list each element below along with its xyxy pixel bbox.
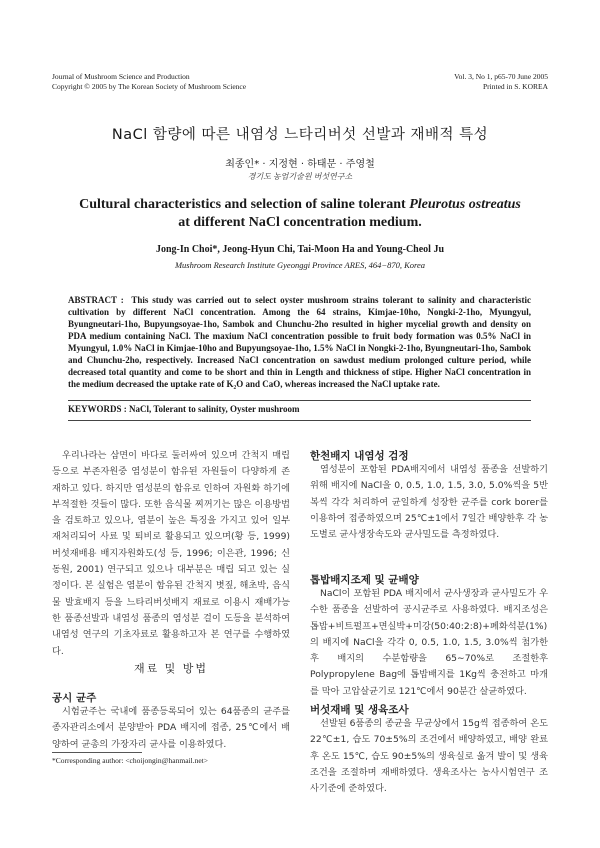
- korean-title: NaCl 함량에 따른 내염성 느타리버섯 선발과 재배적 특성: [111, 127, 489, 143]
- english-authors: Jong-In Choi*, Jeong-Hyun Chi, Tai-Moon Ha and Young-Cheol Ju: [155, 244, 445, 255]
- strain-paragraph: 시험균주는 국내에 품종등록되어 있는 64품종의 균주를 종자관리소에서 분양받아 PDA 배지에 접종, 25℃에서 배양하여 균총의 가장자리 균사를 이용하였다.: [52, 706, 290, 750]
- sawdust-section: [310, 586, 548, 700]
- keywords-label: KEYWORDS :: [68, 404, 127, 414]
- abstract-text: This study was carried out to select oyster mushroom strains tolerant to salinity and characteristic cultivation by different NaCl concentration. Among the 64 strains, Kimjae-10ho, Nongki-2-1ho, Myungyul, Byungneutari-1ho, Bupyungsoyae-1ho, Sambok and Chunchu-2ho resulted in higher mycelial growth and density on PDA medium containing NaCl. The maxium NaCl concentration possible to fruit body formation was 0.5% NaCl in Myungyul, 1.0% NaCl in Kimjae-10ho and Bupyungsoyae-1ho, 1.5% NaCl in Nongki-2-1ho, Byungneutari-1ho, Sambok and Chunchu-2ho, respectively. Increased NaCl concentration on sawdust medium prolonged culture period, while decreased total quantity and come to be short and thin in Length and thickness of stipe. Higher NaCl concentration in the medium decreased the uptake rate of K₂O and CaO, whereas increased the NaCl uptake rate.: [68, 295, 531, 389]
- english-title-part2: at different NaCl concentration medium.: [178, 215, 422, 230]
- journal-name: Journal of Mushroom Science and Production: [52, 72, 190, 81]
- methods-heading: 재료 및 방법: [133, 662, 209, 675]
- abstract-label: ABSTRACT :: [68, 295, 124, 305]
- keywords-rule-bottom: [68, 420, 531, 421]
- sawdust-heading: 톱밥배지조제 및 균배양: [310, 574, 419, 586]
- intro-paragraph: 우리나라는 삼면이 바다로 둘러싸여 있으며 간척지 매립 등으로 부존자원중 염성분이 함유된 자원들이 다양하게 존재하고 있다. 하지만 염성분의 함유로 인하여 자원화 하기에 부적절한 것들이 많다. 또한 음식물 찌꺼기는 많은 이용방법을 검토하고 있으나, 염분이 높은 특징을 가지고 있어 일부 재처리되어 사료 및 퇴비로 활용되고 있으며(황 등, 1999) 버섯재배용 배지자원화도(성 등, 1996; 이은관, 1996; 신동원, 2001) 연구되고 있으나 대부분은 매립 되고 있는 실정이다. 본 실험은 염분이 함유된 간척지 볏짚, 해초박, 음식물 발효배지 등을 느타리버섯배지 재료로 이용시 재배가능한 품종선발과 내염성 품종의 염성분 걸이 도등을 분석하여 내염성 연구의 기초자료로 활용하고자 본 연구를 수행하였다.: [52, 450, 290, 657]
- copyright-line: Copyright © 2005 by The Korean Society of Mushroom Science: [52, 82, 247, 91]
- corresponding-author: *Corresponding author: <choijongin@hanmail.net>: [52, 756, 208, 765]
- species-name: Pleurotus ostreatus: [409, 197, 521, 212]
- english-title: [60, 196, 540, 232]
- agar-section: [310, 462, 548, 543]
- volume-header: [454, 72, 548, 92]
- keywords-rule-top: [68, 400, 531, 401]
- agar-heading: 한천배지 내염성 검정: [310, 450, 409, 462]
- printed-info: Printed in S. KOREA: [482, 82, 548, 91]
- english-affiliation: Mushroom Research Institute Gyeonggi Province ARES, 464−870, Korea: [174, 260, 426, 270]
- english-title-part1: Cultural characteristics and selection of saline tolerant: [79, 197, 410, 212]
- cultivation-heading: 버섯재배 및 생육조사: [310, 704, 409, 716]
- keywords-text: NaCl, Tolerant to salinity, Oyster mushroom: [129, 404, 300, 414]
- cultivation-paragraph: 선발된 6품종의 종균을 무균상에서 15g씩 접종하여 온도 22℃±1, 습도 70±5%의 조건에서 배양하였고, 배양 완료 후 온도 15℃, 습도 90±5%의 생육실로 옮겨 발이 및 생육조건을 조절하며 재배하였다. 생육조사는 농사시험연구 조사기준에 준하였다.: [310, 718, 548, 795]
- agar-paragraph: 염성분이 포함된 PDA배지에서 내염성 품종을 선발하기 위해 배지에 NaCl을 0, 0.5, 1.0, 1.5, 3.0, 5.0%씩을 5반복씩 각각 처리하여 균일하게 성장한 균주를 cork borer를 이용하여 접종하였으며 25℃±1에서 7일간 배양한후 각 농도별로 균사생장속도와 균사밀도를 측정하였다.: [310, 464, 548, 541]
- journal-header: [52, 72, 246, 92]
- korean-authors: 최종인* · 지정현 · 하태문 · 주영철: [225, 159, 375, 170]
- keywords: [68, 404, 531, 414]
- sawdust-paragraph: NaCl이 포함된 PDA 배지에서 균사생장과 균사밀도가 우수한 품종을 선발하여 공시균주로 사용하였다. 배지조성은 톱밥+비트펄프+면실박+미강(50:40:2:8)+폐화석분(1%)의 배지에 NaCl을 각각 0, 0.5, 1.0, 1.5, 3.0%씩 첨가한후 배지의 수분함량을 65∼70%로 조절한후 Polypropylene Bag에 톱밥배지를 1Kg씩 충전하고 마개를 막아 고압살균기로 121℃에서 90분간 살균하였다.: [310, 588, 548, 697]
- strain-heading: 공시 균주: [52, 692, 97, 704]
- volume-info: Vol. 3, No 1, p65-70 June 2005: [454, 72, 548, 81]
- abstract: [68, 294, 531, 390]
- footnote-rule: [52, 752, 142, 753]
- cultivation-section: [310, 716, 548, 797]
- intro-section: [52, 448, 290, 660]
- strain-section: [52, 704, 290, 753]
- korean-affiliation: 경기도 농업기술원 버섯연구소: [247, 172, 353, 181]
